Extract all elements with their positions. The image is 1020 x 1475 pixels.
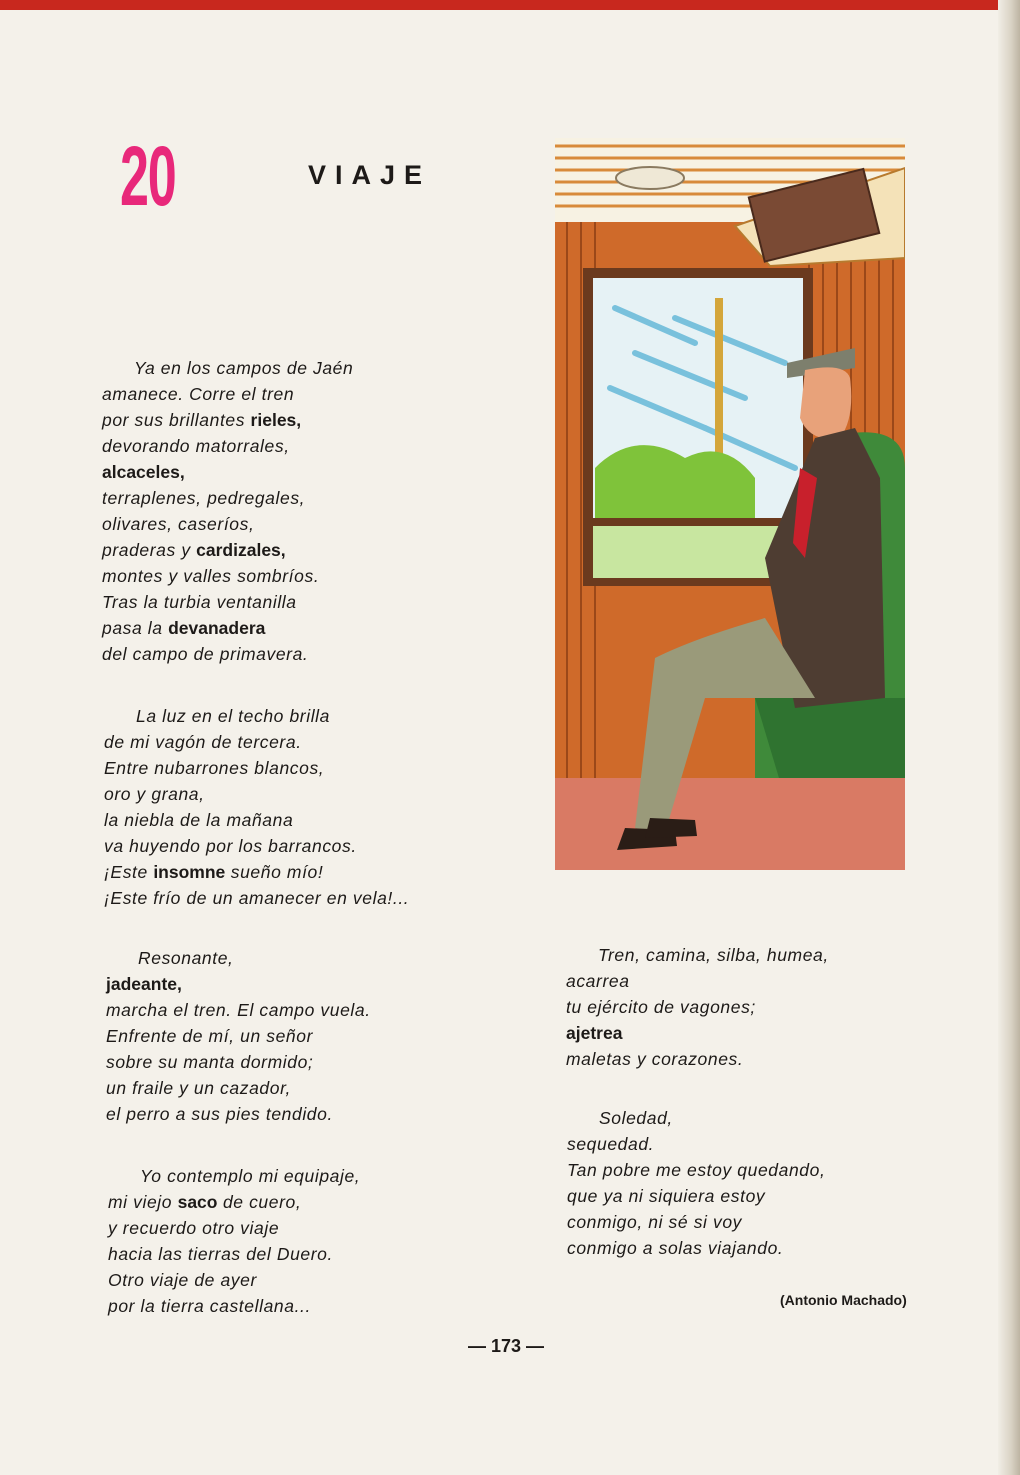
poem-line: Yo contemplo mi equipaje, (140, 1166, 361, 1186)
poem-line: un fraile y un cazador, (106, 1078, 292, 1098)
poem-line: que ya ni siquiera estoy (567, 1186, 766, 1206)
poem-line: de mi vagón de tercera. (104, 732, 302, 752)
poem-line: conmigo a solas viajando. (567, 1238, 784, 1258)
poem-line: devorando matorrales, (102, 436, 290, 456)
stanza-2 (104, 703, 409, 911)
poem-line (566, 1020, 829, 1046)
poem-line: del campo de primavera. (102, 644, 309, 664)
poem-line: marcha el tren. El campo vuela. (106, 1000, 371, 1020)
stanza-6 (567, 1105, 825, 1261)
poem-line: conmigo, ni sé si voy (567, 1212, 743, 1232)
poem-line: Tras la turbia ventanilla (102, 592, 297, 612)
glossary-word: ajetrea (566, 1023, 623, 1043)
poem-line: sequedad. (567, 1134, 655, 1154)
stanza-4 (108, 1163, 360, 1319)
poem-line: Ya en los campos de Jaén (134, 358, 354, 378)
glossary-word: rieles, (250, 410, 302, 430)
poem-line: y recuerdo otro viaje (108, 1218, 280, 1238)
lesson-number: 20 (120, 129, 176, 223)
glossary-word: cardizales, (196, 540, 286, 560)
poem-line: montes y valles sombríos. (102, 566, 320, 586)
glossary-word: insomne (153, 862, 226, 882)
poem-line: tu ejército de vagones; (566, 997, 756, 1017)
poem-line: por sus brillantes rieles, (102, 410, 302, 430)
page-binding-edge (998, 0, 1020, 1475)
poem-line: ¡Este frío de un amanecer en vela!... (104, 888, 410, 908)
poem-line: hacia las tierras del Duero. (108, 1244, 333, 1264)
lesson-title: VIAJE (308, 160, 432, 190)
poem-line: Tren, camina, silba, humea, (598, 945, 829, 965)
stanza-3 (106, 945, 371, 1127)
poem-line: Entre nubarrones blancos, (104, 758, 325, 778)
glossary-word: saco (177, 1192, 218, 1212)
poem-line: sobre su manta dormido; (106, 1052, 314, 1072)
poem-line: la niebla de la mañana (104, 810, 294, 830)
poem-line: terraplenes, pedregales, (102, 488, 306, 508)
poem-line: Tan pobre me estoy quedando, (567, 1160, 826, 1180)
poem-line: La luz en el techo brilla (136, 706, 330, 726)
author-signature: (Antonio Machado) (780, 1292, 907, 1308)
poem-line: ¡Este insomne sueño mío! (104, 862, 324, 882)
poem-line: el perro a sus pies tendido. (106, 1104, 333, 1124)
poem-line: maletas y corazones. (566, 1049, 744, 1069)
poem-line (106, 971, 371, 997)
poem-line (102, 459, 353, 485)
poem-line: va huyendo por los barrancos. (104, 836, 357, 856)
glossary-word: jadeante, (106, 974, 182, 994)
poem-line: Otro viaje de ayer (108, 1270, 257, 1290)
stanza-5 (566, 942, 829, 1072)
poem-line: amanece. Corre el tren (102, 384, 295, 404)
poem-line: pasa la devanadera (102, 618, 266, 638)
glossary-word: devanadera (168, 618, 266, 638)
glossary-word: alcaceles, (102, 462, 185, 482)
poem-line: praderas y cardizales, (102, 540, 286, 560)
train-passenger-illustration (555, 138, 905, 870)
poem-line: Resonante, (138, 948, 234, 968)
poem-line: acarrea (566, 971, 630, 991)
stanza-1 (102, 355, 353, 667)
poem-line: Enfrente de mí, un señor (106, 1026, 314, 1046)
poem-line: Soledad, (599, 1108, 673, 1128)
poem-line: oro y grana, (104, 784, 205, 804)
page-number: — 173 — (468, 1336, 545, 1356)
poem-line: mi viejo saco de cuero, (108, 1192, 302, 1212)
page-edge-top (0, 0, 1020, 10)
poem-line: olivares, caseríos, (102, 514, 255, 534)
poem-line: por la tierra castellana... (108, 1296, 311, 1316)
